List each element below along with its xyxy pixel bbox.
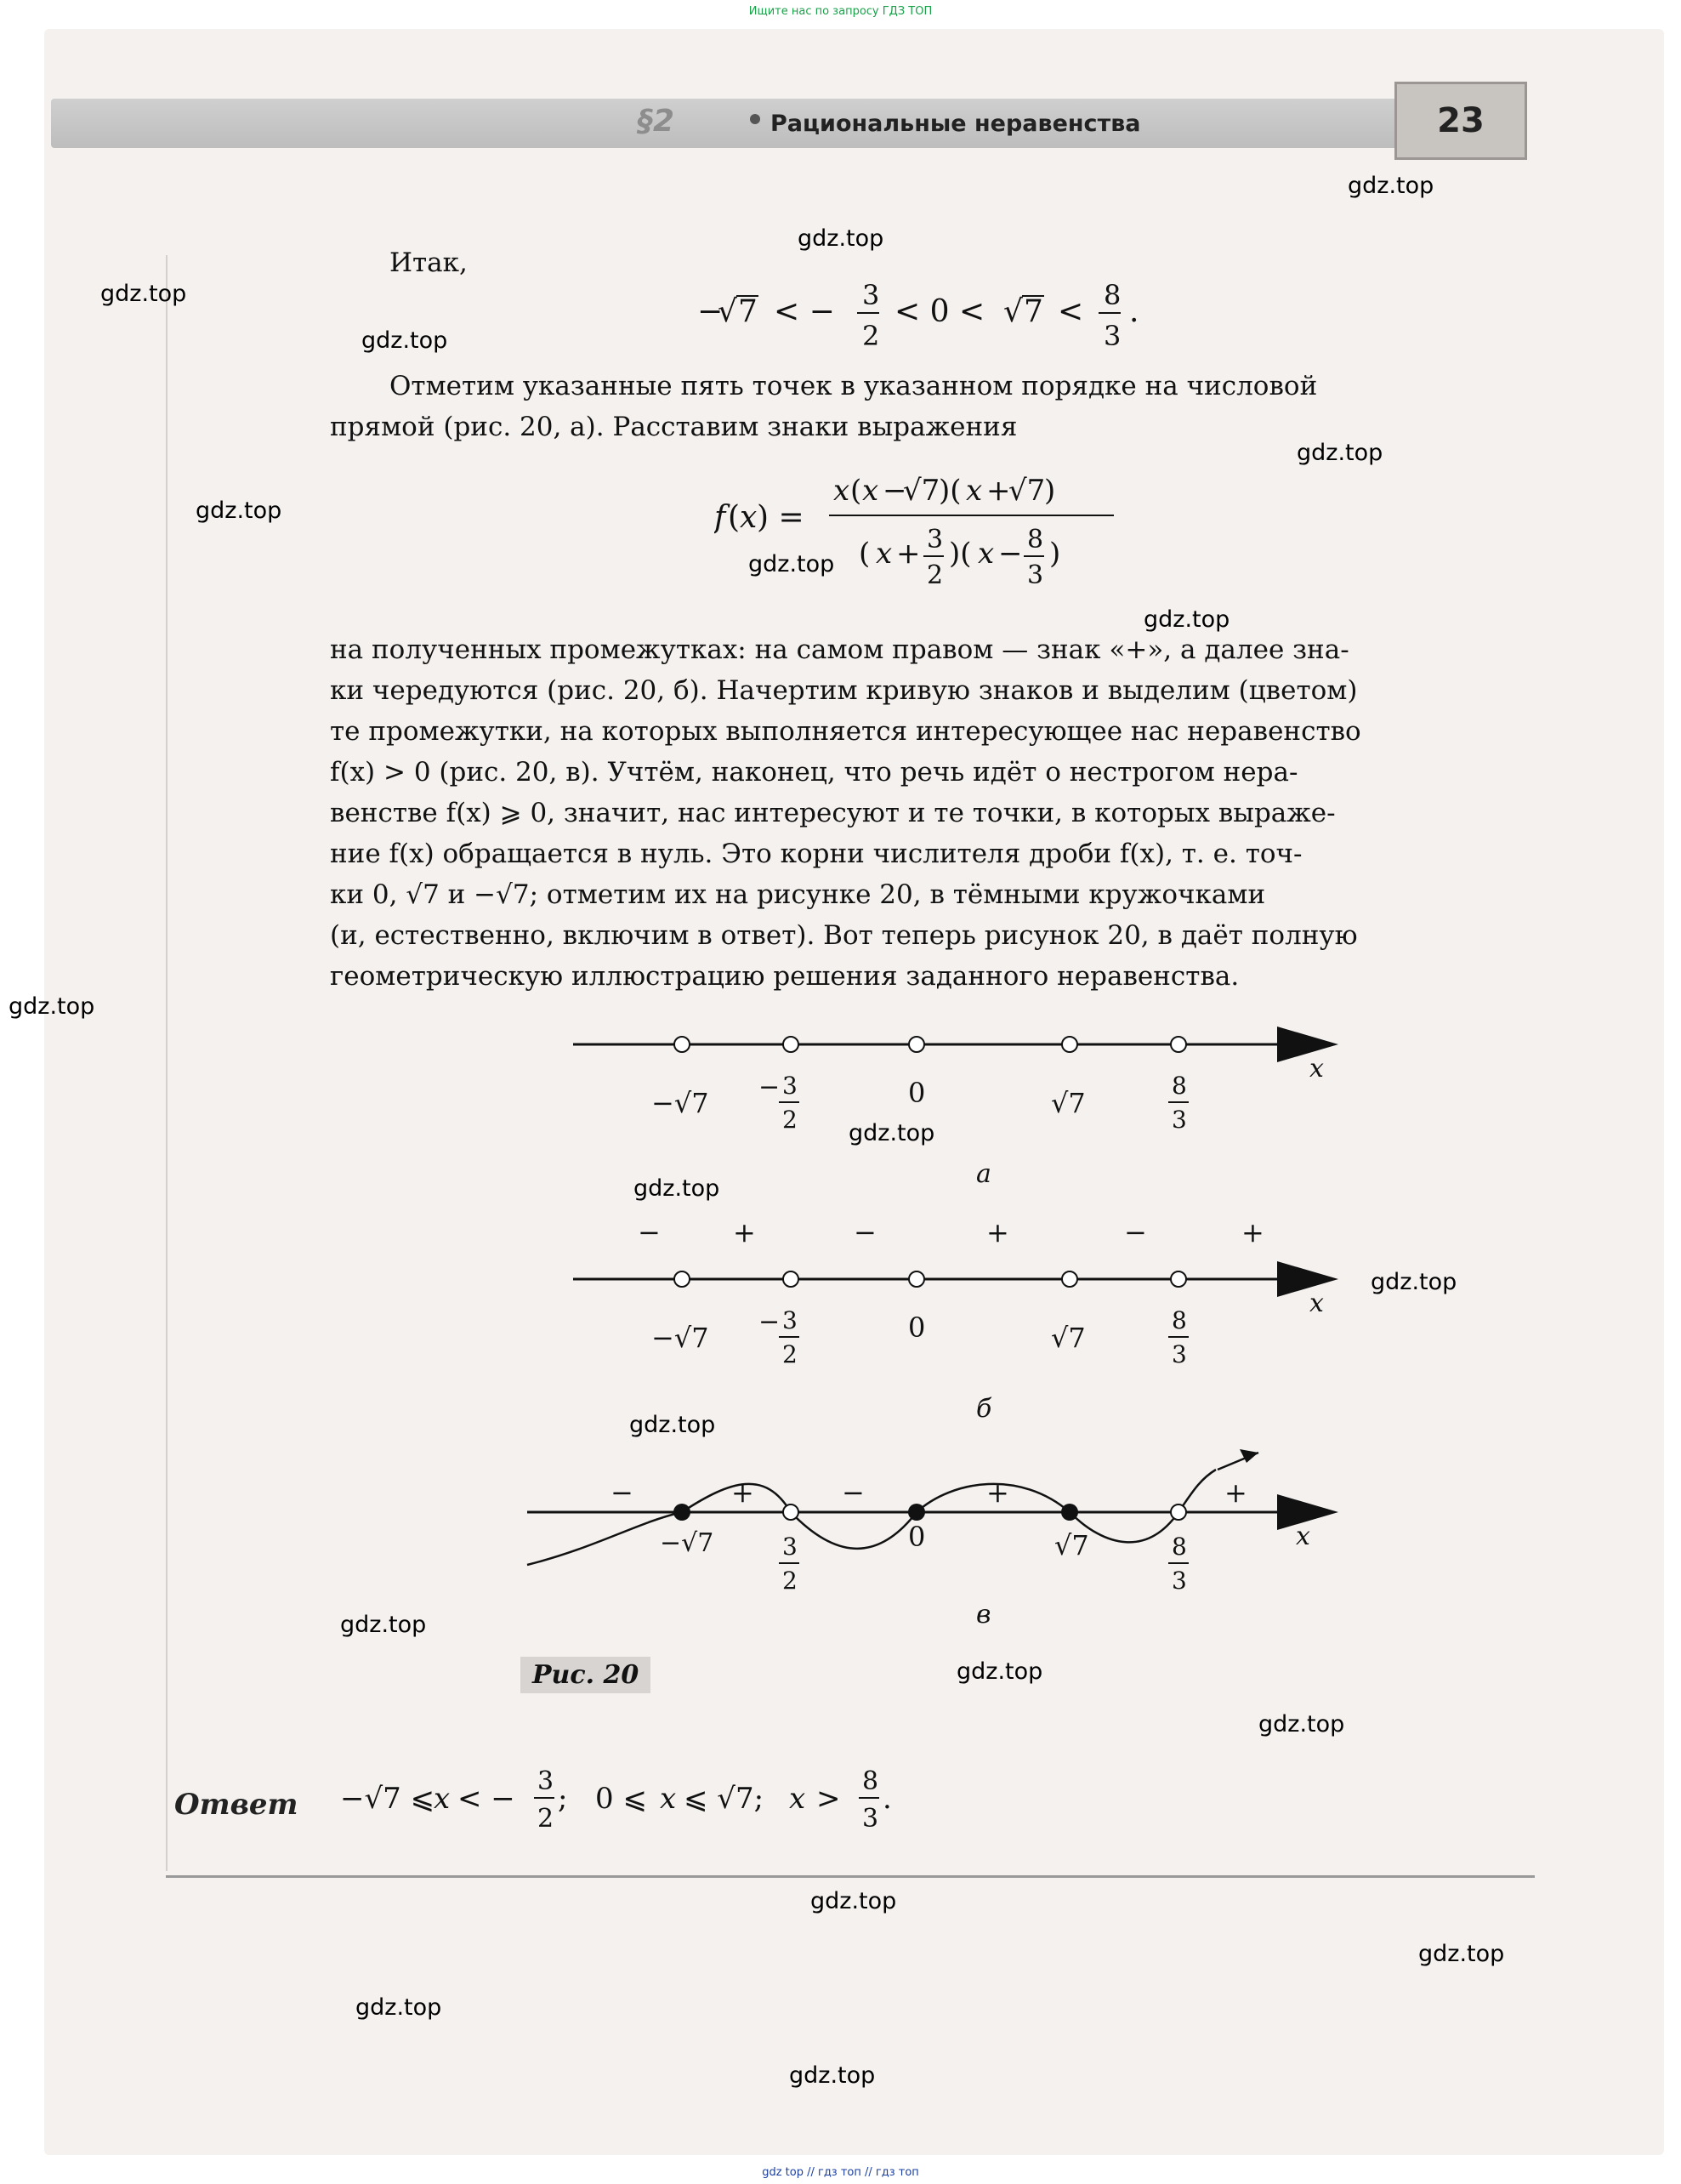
svg-text:x: x [833,474,850,508]
svg-text:2: 2 [782,1106,798,1134]
svg-text:в: в [976,1600,991,1629]
watermark: gdz.top [1418,1941,1505,1967]
svg-text:(: ( [728,500,741,535]
svg-text:−: − [758,1307,781,1337]
svg-text:7: 7 [1024,294,1043,329]
text-para2-line7: ки 0, √7 и −√7; отметим их на рисунке 20, в тёмными кружочками [330,879,1266,910]
svg-text:−: − [842,1476,865,1509]
text-para1-line2: прямой (рис. 20, а). Расставим знаки выражения [330,412,1018,442]
svg-text:< −: < − [774,294,835,329]
svg-text:+: + [1224,1476,1247,1509]
svg-text:8: 8 [1172,1533,1187,1561]
svg-text:8: 8 [1104,279,1122,311]
svg-text:3: 3 [782,1533,798,1561]
svg-text:2: 2 [862,320,880,352]
svg-text:−: − [638,1216,661,1248]
watermark: gdz.top [9,993,95,1020]
svg-text:−: − [1124,1216,1147,1248]
svg-text:а: а [976,1159,991,1189]
watermark: gdz.top [810,1888,897,1914]
svg-text:−: − [758,1072,781,1102]
text-para2-line1: на полученных промежутках: на самом правом — знак «+», а далее зна- [330,634,1349,665]
svg-text:3: 3 [1027,560,1044,590]
svg-text:√7: √7 [1051,1087,1086,1119]
svg-text:0: 0 [908,1311,926,1344]
svg-text:3: 3 [1172,1106,1187,1134]
svg-text:√7: √7 [1051,1322,1086,1354]
watermark: gdz.top [957,1658,1043,1685]
watermark: gdz.top [798,225,884,252]
svg-text:(: ( [850,474,862,508]
svg-text:3: 3 [862,279,880,311]
watermark: gdz.top [1144,606,1230,633]
section-title: Рациональные неравенства [770,111,1141,137]
svg-text:)(: )( [949,537,972,571]
text-para2-line8: (и, естественно, включим в ответ). Вот теперь рисунок 20, в даёт полную [330,920,1358,951]
svg-text:⩽ √7;: ⩽ √7; [684,1782,764,1816]
svg-text:x: x [434,1782,451,1816]
svg-text:√: √ [1003,294,1023,329]
svg-text:x: x [876,537,893,571]
text-para2-line6: ние f(x) обращается в нуль. Это корни числителя дроби f(x), т. е. точ- [330,839,1303,869]
svg-text:) =: ) = [757,500,804,535]
answer-formula [340,1752,952,1846]
svg-text:x: x [660,1782,677,1816]
svg-text:0: 0 [908,1521,926,1553]
svg-text:): ) [1049,537,1061,571]
fx-formula [714,459,1156,612]
svg-text:√7: √7 [903,474,940,508]
svg-text:f: f [714,500,726,535]
svg-text:.: . [883,1782,892,1816]
svg-text:б: б [976,1394,992,1424]
svg-text:8: 8 [1172,1072,1187,1100]
axis-label-a: x [1309,1054,1324,1083]
svg-text:3: 3 [927,525,944,555]
svg-text:+: + [986,1476,1009,1509]
svg-text:3: 3 [782,1072,798,1100]
svg-text:x: x [1296,1521,1310,1551]
svg-text:3: 3 [1172,1340,1187,1368]
watermark: gdz.top [361,327,448,354]
svg-text:< 0 <: < 0 < [894,294,985,329]
watermark: gdz.top [1258,1711,1345,1738]
svg-text:+: + [731,1476,754,1509]
svg-text:−: − [998,537,1023,571]
watermark: gdz.top [196,498,282,524]
text-itak: Итак, [389,247,468,278]
svg-text:x: x [789,1782,806,1816]
watermark: gdz.top [1297,440,1383,466]
svg-text:2: 2 [537,1804,554,1834]
svg-text:7: 7 [738,294,758,329]
svg-text:3: 3 [862,1804,879,1834]
svg-text:−√7 ⩽: −√7 ⩽ [340,1782,435,1816]
watermark: gdz.top [633,1175,720,1202]
svg-text:−: − [610,1476,633,1509]
watermark: gdz.top [340,1612,427,1638]
page-header [51,99,1513,148]
text-para2-line9: геометрическую иллюстрацию решения заданного неравенства. [330,961,1240,992]
watermark: gdz.top [100,281,187,307]
svg-text:)(: )( [939,474,962,508]
svg-text:>: > [816,1782,841,1816]
bottom-rule [166,1875,1535,1878]
text-para2-line2: ки чередуются (рис. 20, б). Начертим кривую знаков и выделим (цветом) [330,675,1358,706]
svg-text:+: + [733,1216,756,1248]
svg-text:x: x [966,474,983,508]
watermark: gdz.top [1348,173,1434,199]
svg-text:−√7: −√7 [651,1087,709,1119]
svg-text:3: 3 [1104,320,1122,352]
svg-text:+: + [896,537,921,571]
text-para2-line4: f(x) > 0 (рис. 20, в). Учтём, наконец, что речь идёт о нестрогом нера- [330,757,1298,788]
svg-text:√7: √7 [1054,1529,1089,1561]
svg-text:8: 8 [1172,1306,1187,1334]
inequality-chain [697,270,1156,355]
svg-text:x: x [862,474,879,508]
svg-text:+: + [986,1216,1009,1248]
svg-text:2: 2 [782,1340,798,1368]
svg-text:−: − [883,474,907,508]
svg-text:0: 0 [908,1077,926,1109]
number-line-b [573,1216,1333,1424]
top-note: Ищите нас по запросу ГДЗ ТОП [748,5,933,18]
answer-label: Ответ [174,1788,298,1822]
number-line-a [573,1037,1333,1189]
svg-text:8: 8 [1027,525,1044,555]
svg-text:+: + [1241,1216,1264,1248]
svg-text:x: x [1309,1288,1324,1318]
text-para2-line3: те промежутки, на которых выполняется интересующее нас неравенство [330,716,1361,747]
svg-text:−√7: −√7 [660,1528,714,1558]
svg-text:3: 3 [782,1306,798,1334]
watermark: gdz.top [748,551,835,577]
svg-text:−√7: −√7 [651,1322,709,1354]
section-number: §2 [638,104,675,139]
watermark: gdz.top [629,1412,716,1438]
watermark: gdz.top [1371,1269,1457,1295]
svg-text:−: − [854,1216,877,1248]
watermark: gdz.top [849,1120,935,1146]
bottom-note: gdz top // гдз топ // гдз топ [762,2166,919,2179]
svg-text:;: ; [558,1782,568,1816]
svg-text:<: < [1058,294,1084,329]
svg-text:< −: < − [457,1782,515,1816]
svg-text:3: 3 [1172,1567,1187,1595]
svg-text:x: x [740,500,758,535]
text-para1-line1: Отметим указанные пять точек в указанном порядке на числовой [389,371,1318,401]
watermark: gdz.top [355,1994,442,2021]
figure-20 [510,1004,1360,1633]
text-para2-line5: венстве f(x) ⩾ 0, значит, нас интересуют и те точки, в которых выраже- [330,798,1336,828]
number-line-c [527,1449,1333,1629]
margin-line [166,255,168,1871]
page-number: 23 [1394,82,1527,160]
svg-text:√: √ [718,294,737,329]
svg-text:8: 8 [862,1766,879,1796]
svg-text:x: x [978,537,995,571]
svg-text:2: 2 [782,1567,798,1595]
header-bullet [750,114,760,124]
svg-text:): ) [1044,474,1056,508]
svg-text:+: + [986,474,1011,508]
svg-text:(: ( [859,537,871,571]
svg-text:0 ⩽: 0 ⩽ [595,1782,647,1816]
figure-caption: Рис. 20 [520,1657,650,1693]
svg-text:.: . [1129,294,1139,329]
watermark: gdz.top [789,2062,876,2089]
svg-text:−: − [697,294,724,329]
svg-text:2: 2 [927,560,944,590]
svg-text:3: 3 [537,1766,554,1796]
svg-text:√7: √7 [1008,474,1046,508]
